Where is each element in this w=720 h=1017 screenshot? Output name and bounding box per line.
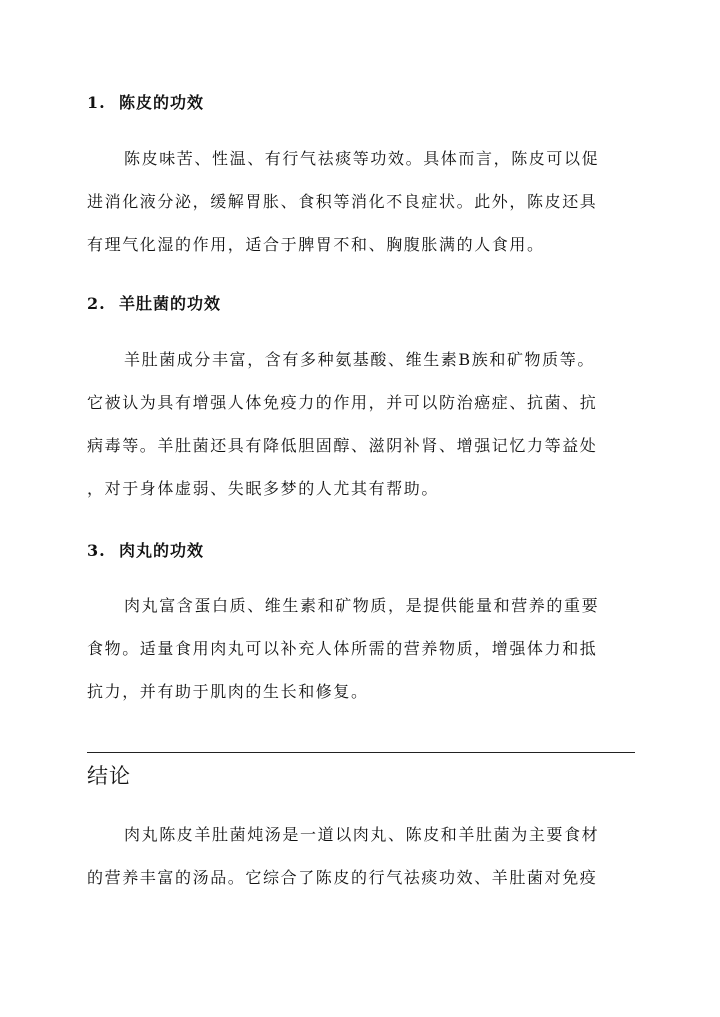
paragraph-line: 肉丸富含蛋白质、维生素和矿物质，是提供能量和营养的重要 [124,596,600,615]
conclusion-paragraph [87,813,635,899]
section-paragraph-morel [87,338,635,510]
paragraph-line: 进消化液分泌，缓解胃胀、食积等消化不良症状。此外，陈皮还具 [87,192,598,211]
section-number: 2. [87,294,106,313]
section-number: 3. [87,541,106,560]
section-title: 肉丸的功效 [119,541,205,560]
paragraph-line: 它被认为具有增强人体免疫力的作用，并可以防治癌症、抗菌、抗 [87,393,598,412]
conclusion-title: 结论 [87,764,131,788]
section-paragraph-meatball [87,584,635,713]
paragraph-line: 陈皮味苦、性温、有行气祛痰等功效。具体而言，陈皮可以促 [124,149,600,168]
section-heading-morel [87,291,221,314]
paragraph-line: 的营养丰富的汤品。它综合了陈皮的行气祛痰功效、羊肚菌对免疫 [87,868,598,887]
section-number: 1. [87,93,106,112]
paragraph-line: 抗力，并有助于肌肉的生长和修复。 [87,682,369,701]
section-divider [87,752,635,753]
paragraph-line: ，对于身体虚弱、失眠多梦的人尤其有帮助。 [87,479,440,498]
paragraph-line: 肉丸陈皮羊肚菌炖汤是一道以肉丸、陈皮和羊肚菌为主要食材 [124,825,600,844]
section-title: 陈皮的功效 [119,93,205,112]
paragraph-line: 羊肚菌成分丰富，含有多种氨基酸、维生素B族和矿物质等。 [124,350,595,369]
section-title: 羊肚菌的功效 [119,294,222,313]
paragraph-line: 病毒等。羊肚菌还具有降低胆固醇、滋阴补肾、增强记忆力等益处 [87,436,598,455]
section-heading-meatball [87,538,204,561]
section-heading-chenpi [87,90,204,113]
section-paragraph-chenpi [87,137,635,266]
paragraph-line: 有理气化湿的作用，适合于脾胃不和、胸腹胀满的人食用。 [87,235,545,254]
paragraph-line: 食物。适量食用肉丸可以补充人体所需的营养物质，增强体力和抵 [87,639,598,658]
